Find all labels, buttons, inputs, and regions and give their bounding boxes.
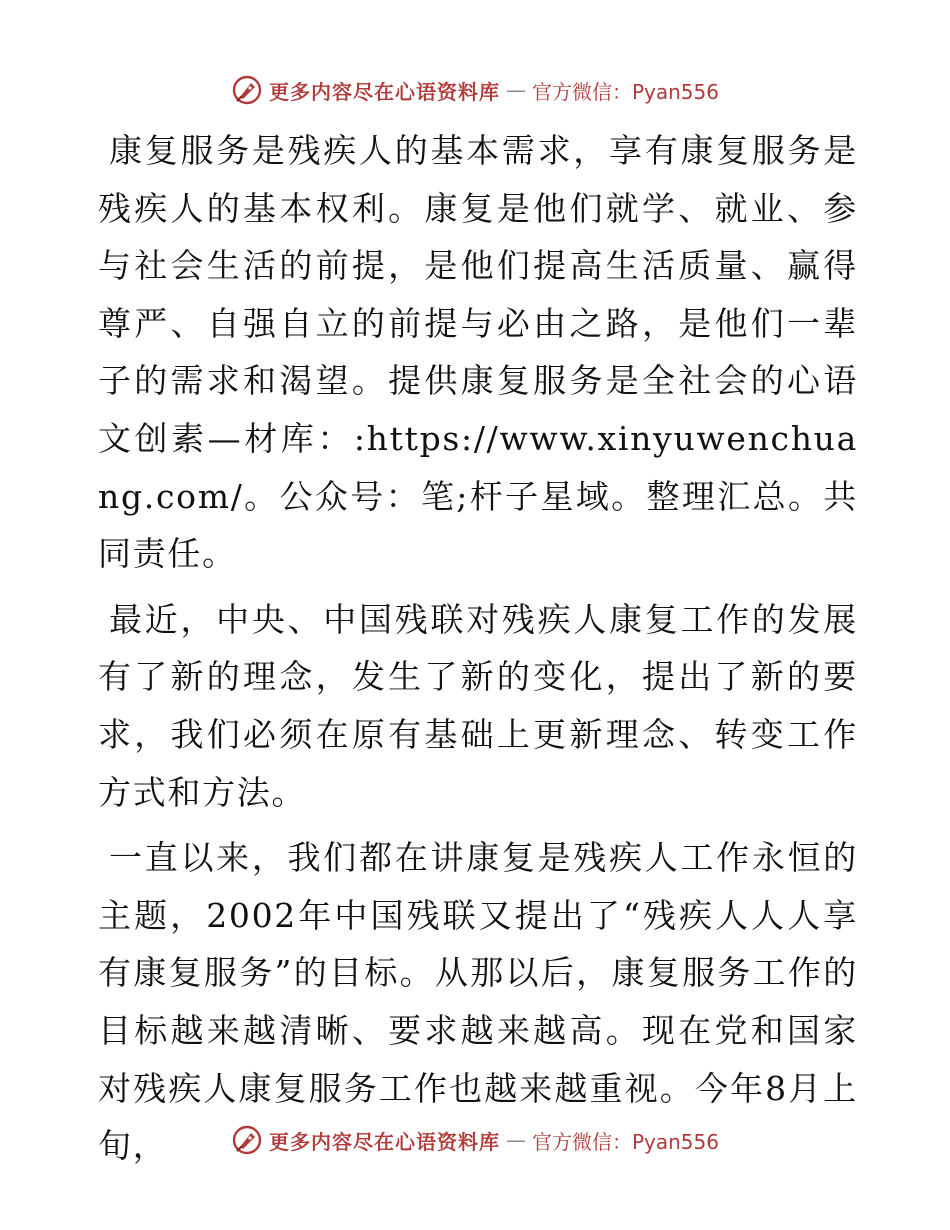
watermark-separator: — bbox=[505, 1128, 526, 1152]
pen-nib-logo-icon bbox=[231, 74, 263, 106]
paragraph bbox=[98, 122, 858, 583]
watermark-contact-text: 官方微信：Pyan556 bbox=[531, 79, 719, 104]
watermark-site-text: 更多内容尽在心语资料库 bbox=[268, 79, 500, 104]
paragraph bbox=[98, 591, 858, 821]
watermark-contact-text: 官方微信：Pyan556 bbox=[531, 1129, 719, 1154]
pen-nib-logo-icon bbox=[231, 1124, 263, 1156]
paragraph-text: 一直以来，我们都在讲康复是残疾人工作永恒的主题，2002年中国残联又提出了“残疾人人人享有康复服务”的目标。从那以后，康复服务工作的目标越来越清晰、要求越来越高。现在党和国家对残疾人康复服务工作也越来越重视。今年8月上旬， bbox=[98, 838, 858, 1166]
document-body bbox=[98, 122, 858, 1183]
paragraph-text: 最近，中央、中国残联对残疾人康复工作的发展有了新的理念，发生了新的变化，提出了新的要求，我们必须在原有基础上更新理念、转变工作方式和方法。 bbox=[98, 599, 858, 812]
watermark-separator: — bbox=[505, 78, 526, 102]
header-watermark-banner bbox=[0, 70, 950, 110]
watermark-site-text: 更多内容尽在心语资料库 bbox=[268, 1129, 500, 1154]
paragraph-text: 康复服务是残疾人的基本需求，享有康复服务是残疾人的基本权利。康复是他们就学、就业、参与社会生活的前提，是他们提高生活质量、赢得尊严、自强自立的前提与必由之路，是他们一辈子的需求和渴望。提供康复服务是全社会的心语文创素—材库：:https://www.xinyuwenchuang.com/。公众号：笔;杆子星域。整理汇总。共同责任。 bbox=[98, 131, 858, 574]
footer-watermark-banner bbox=[0, 1120, 950, 1160]
